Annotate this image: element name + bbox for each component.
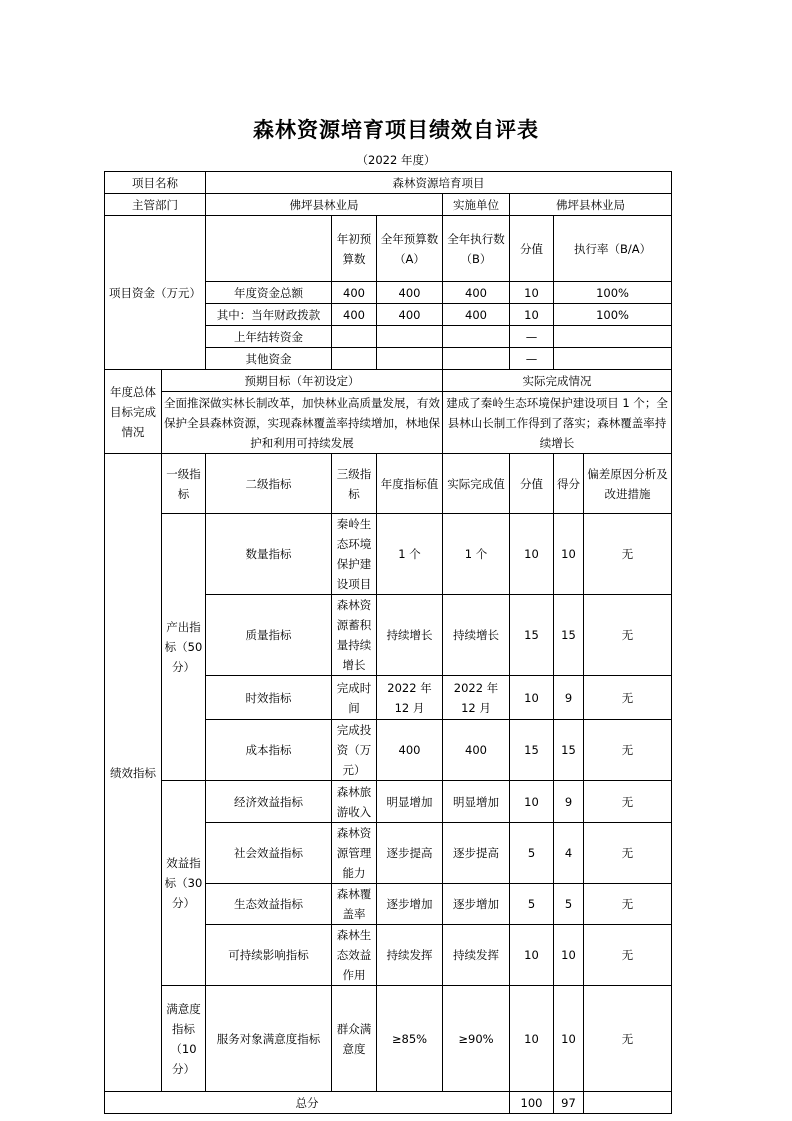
fund-score-value: — xyxy=(510,326,554,348)
impl-unit-value: 佛坪县林业局 xyxy=(510,194,672,216)
h-deviation: 偏差原因分析及改进措施 xyxy=(584,454,672,514)
fund-name: 其他资金 xyxy=(206,348,332,370)
fund-annual: 400 xyxy=(377,304,443,326)
target: 1 个 xyxy=(377,514,443,595)
l3: 完成投资（万元） xyxy=(332,720,377,781)
fund-initial: 400 xyxy=(332,304,377,326)
expected-goal-label: 预期目标（年初设定） xyxy=(162,370,443,392)
h-level3: 三级指标 xyxy=(332,454,377,514)
fund-annual: 400 xyxy=(377,282,443,304)
self-evaluation-table xyxy=(104,171,672,1114)
score: 15 xyxy=(554,595,584,676)
col-annual-exec: 全年执行数（B） xyxy=(443,216,510,282)
group-label: 效益指标（30 分） xyxy=(162,781,206,986)
fund-name: 年度资金总额 xyxy=(206,282,332,304)
l3: 森林覆盖率 xyxy=(332,884,377,925)
h-level2: 二级指标 xyxy=(206,454,332,514)
note: 无 xyxy=(584,781,672,823)
value: 15 xyxy=(510,720,554,781)
goal-section-label: 年度总体目标完成情况 xyxy=(105,370,162,454)
h-level1: 一级指标 xyxy=(162,454,206,514)
funds-label: 项目资金（万元） xyxy=(105,216,206,370)
fund-initial: 400 xyxy=(332,282,377,304)
funds-header-blank xyxy=(206,216,332,282)
total-label: 总分 xyxy=(105,1092,510,1114)
value: 10 xyxy=(510,676,554,720)
value: 5 xyxy=(510,823,554,884)
fund-exec: 400 xyxy=(443,282,510,304)
fund-exec xyxy=(443,326,510,348)
note: 无 xyxy=(584,676,672,720)
target: ≥85% xyxy=(377,986,443,1092)
actual: 逐步提高 xyxy=(443,823,510,884)
target: 400 xyxy=(377,720,443,781)
actual-completion-text: 建成了秦岭生态环境保护建设项目 1 个；全县林山长制工作得到了落实；森林覆盖率持续增长 xyxy=(443,392,672,454)
h-score: 得分 xyxy=(554,454,584,514)
l2: 时效指标 xyxy=(206,676,332,720)
fund-name: 上年结转资金 xyxy=(206,326,332,348)
score: 10 xyxy=(554,986,584,1092)
value: 10 xyxy=(510,781,554,823)
fund-annual xyxy=(377,326,443,348)
score: 9 xyxy=(554,781,584,823)
score: 9 xyxy=(554,676,584,720)
fund-rate: 100% xyxy=(554,282,672,304)
row-total xyxy=(105,1092,672,1114)
score: 4 xyxy=(554,823,584,884)
l2: 可持续影响指标 xyxy=(206,925,332,986)
project-name-value: 森林资源培育项目 xyxy=(206,172,672,194)
fund-name: 其中：当年财政拨款 xyxy=(206,304,332,326)
group-label: 满意度指标（10 分） xyxy=(162,986,206,1092)
actual-completion-label: 实际完成情况 xyxy=(443,370,672,392)
row-funds-header xyxy=(105,216,672,282)
fund-rate: 100% xyxy=(554,304,672,326)
target: 逐步提高 xyxy=(377,823,443,884)
row-goals-header xyxy=(105,370,672,392)
l3: 森林生态效益作用 xyxy=(332,925,377,986)
score: 5 xyxy=(554,884,584,925)
expected-goal-text: 全面推深做实林长制改革，加快林业高质量发展，有效保护全县森林资源，实现森林覆盖率持续增加，林地保护和利用可持续发展 xyxy=(162,392,443,454)
perf-section-label: 绩效指标 xyxy=(105,454,162,1092)
l3: 完成时间 xyxy=(332,676,377,720)
fund-initial xyxy=(332,326,377,348)
row-department xyxy=(105,194,672,216)
l2: 社会效益指标 xyxy=(206,823,332,884)
score: 10 xyxy=(554,925,584,986)
l2: 经济效益指标 xyxy=(206,781,332,823)
l3: 森林旅游收入 xyxy=(332,781,377,823)
score: 10 xyxy=(554,514,584,595)
target: 逐步增加 xyxy=(377,884,443,925)
fund-score-value: 10 xyxy=(510,304,554,326)
actual: 2022 年 12 月 xyxy=(443,676,510,720)
l3: 秦岭生态环境保护建设项目 xyxy=(332,514,377,595)
row-perf-header xyxy=(105,454,672,514)
document-title: 森林资源培育项目绩效自评表 xyxy=(253,117,539,142)
l2: 生态效益指标 xyxy=(206,884,332,925)
actual: 持续增长 xyxy=(443,595,510,676)
department-label: 主管部门 xyxy=(105,194,206,216)
h-annual-value: 年度指标值 xyxy=(377,454,443,514)
value: 10 xyxy=(510,925,554,986)
fund-annual xyxy=(377,348,443,370)
actual: 逐步增加 xyxy=(443,884,510,925)
fund-exec: 400 xyxy=(443,304,510,326)
actual: 明显增加 xyxy=(443,781,510,823)
value: 15 xyxy=(510,595,554,676)
actual: 400 xyxy=(443,720,510,781)
l3: 群众满意度 xyxy=(332,986,377,1092)
target: 2022 年 12 月 xyxy=(377,676,443,720)
document-subtitle: （2022 年度） xyxy=(356,153,436,167)
l3: 森林资源蓄积量持续增长 xyxy=(332,595,377,676)
indicator-row xyxy=(105,781,672,823)
total-note xyxy=(584,1092,672,1114)
row-goals-content xyxy=(105,392,672,454)
total-value: 100 xyxy=(510,1092,554,1114)
fund-rate xyxy=(554,326,672,348)
note: 无 xyxy=(584,595,672,676)
h-score-value: 分值 xyxy=(510,454,554,514)
fund-score-value: 10 xyxy=(510,282,554,304)
target: 持续增长 xyxy=(377,595,443,676)
department-value: 佛坪县林业局 xyxy=(206,194,443,216)
l2: 质量指标 xyxy=(206,595,332,676)
indicator-row xyxy=(105,514,672,595)
value: 10 xyxy=(510,514,554,595)
actual: 1 个 xyxy=(443,514,510,595)
l2: 成本指标 xyxy=(206,720,332,781)
note: 无 xyxy=(584,884,672,925)
note: 无 xyxy=(584,720,672,781)
actual: ≥90% xyxy=(443,986,510,1092)
actual: 持续发挥 xyxy=(443,925,510,986)
total-score: 97 xyxy=(554,1092,584,1114)
fund-exec xyxy=(443,348,510,370)
note: 无 xyxy=(584,925,672,986)
fund-score-value: — xyxy=(510,348,554,370)
fund-rate xyxy=(554,348,672,370)
l2: 服务对象满意度指标 xyxy=(206,986,332,1092)
score: 15 xyxy=(554,720,584,781)
col-initial-budget: 年初预算数 xyxy=(332,216,377,282)
note: 无 xyxy=(584,986,672,1092)
note: 无 xyxy=(584,823,672,884)
l2: 数量指标 xyxy=(206,514,332,595)
indicator-row xyxy=(105,986,672,1092)
fund-initial xyxy=(332,348,377,370)
h-actual-value: 实际完成值 xyxy=(443,454,510,514)
impl-unit-label: 实施单位 xyxy=(443,194,510,216)
row-project-name xyxy=(105,172,672,194)
value: 10 xyxy=(510,986,554,1092)
l3: 森林资源管理能力 xyxy=(332,823,377,884)
target: 明显增加 xyxy=(377,781,443,823)
target: 持续发挥 xyxy=(377,925,443,986)
note: 无 xyxy=(584,514,672,595)
value: 5 xyxy=(510,884,554,925)
project-name-label: 项目名称 xyxy=(105,172,206,194)
col-exec-rate: 执行率（B/A） xyxy=(554,216,672,282)
group-label: 产出指标（50 分） xyxy=(162,514,206,781)
col-score-value: 分值 xyxy=(510,216,554,282)
col-annual-budget: 全年预算数（A） xyxy=(377,216,443,282)
